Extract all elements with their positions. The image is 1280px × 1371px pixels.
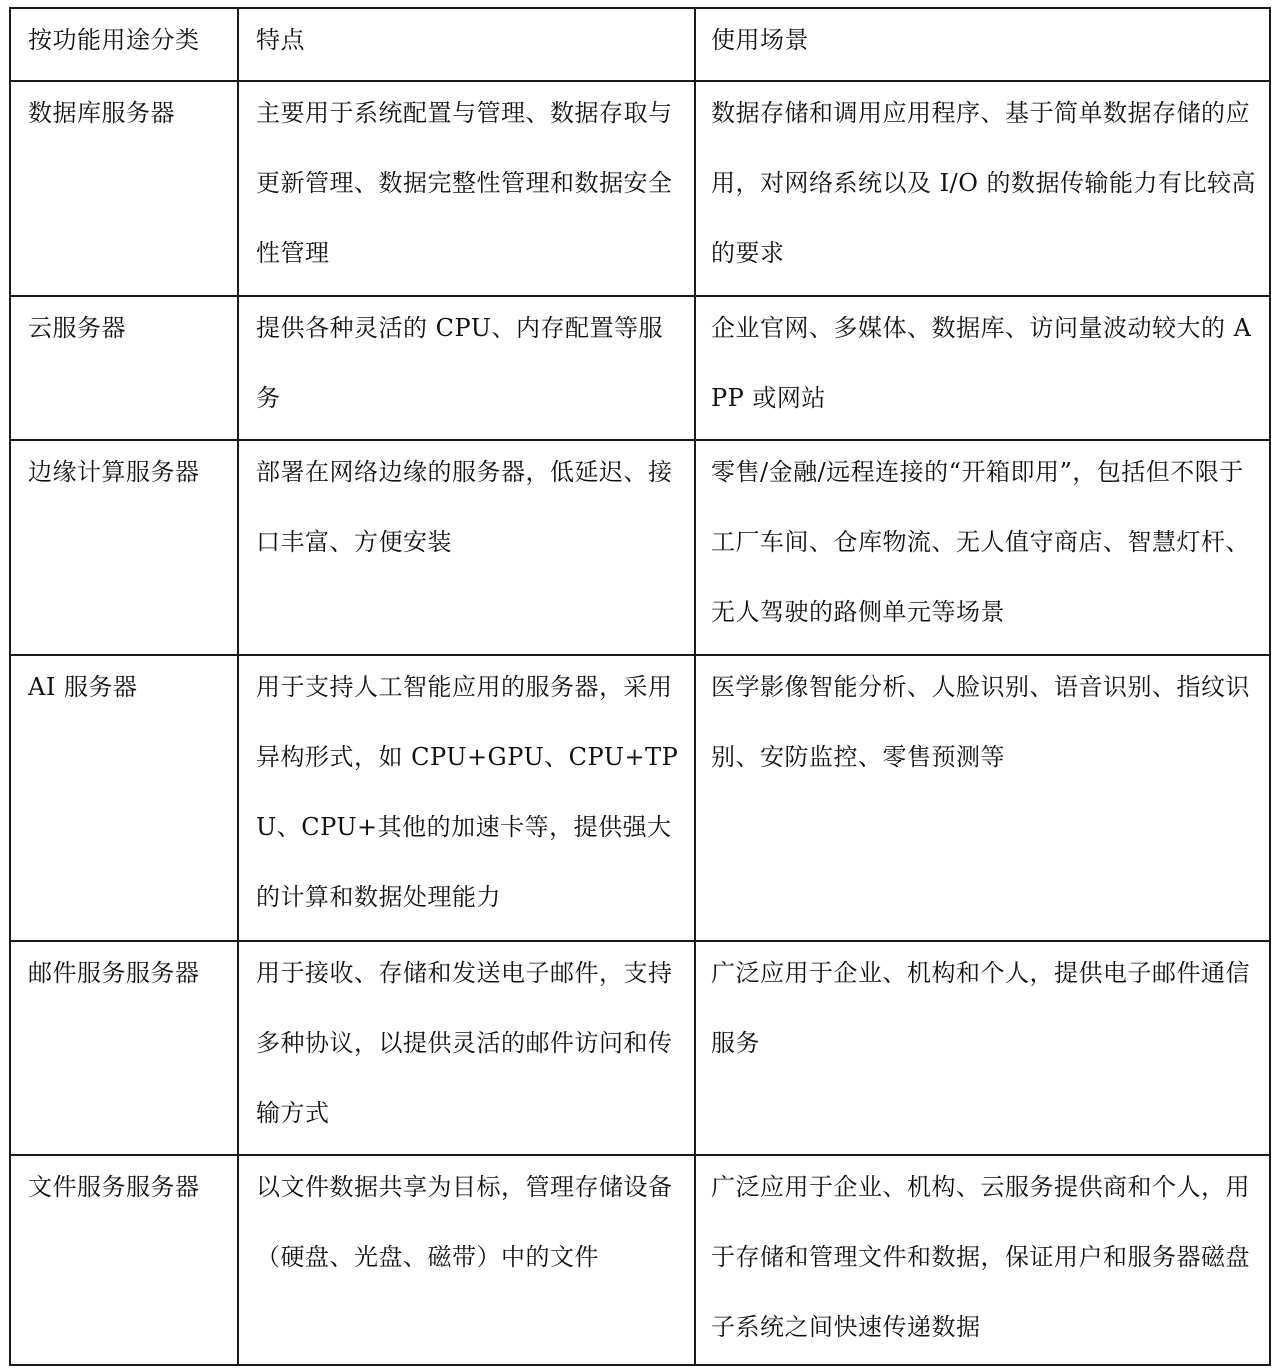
header-cell-scenarios: 使用场景 <box>695 8 1270 81</box>
header-cell-category: 按功能用途分类 <box>10 8 238 81</box>
category-cell: AI 服务器 <box>10 655 238 941</box>
table-row <box>10 655 1270 941</box>
features-cell: 部署在网络边缘的服务器，低延迟、接口丰富、方便安装 <box>238 440 695 655</box>
scenarios-cell: 医学影像智能分析、人脸识别、语音识别、指纹识别、安防监控、零售预测等 <box>695 655 1270 941</box>
table-row <box>10 296 1270 440</box>
category-cell: 邮件服务服务器 <box>10 941 238 1155</box>
features-cell: 用于支持人工智能应用的服务器，采用异构形式，如 CPU+GPU、CPU+TPU、CPU+其他的加速卡等，提供强大的计算和数据处理能力 <box>238 655 695 941</box>
features-cell: 主要用于系统配置与管理、数据存取与更新管理、数据完整性管理和数据安全性管理 <box>238 81 695 296</box>
features-cell: 用于接收、存储和发送电子邮件，支持多种协议，以提供灵活的邮件访问和传输方式 <box>238 941 695 1155</box>
table-row <box>10 941 1270 1155</box>
scenarios-cell: 广泛应用于企业、机构、云服务提供商和个人，用于存储和管理文件和数据，保证用户和服务器磁盘子系统之间快速传递数据 <box>695 1155 1270 1365</box>
scenarios-cell: 企业官网、多媒体、数据库、访问量波动较大的 APP 或网站 <box>695 296 1270 440</box>
features-cell: 以文件数据共享为目标，管理存储设备（硬盘、光盘、磁带）中的文件 <box>238 1155 695 1365</box>
scenarios-cell: 零售/金融/远程连接的“开箱即用”，包括但不限于工厂车间、仓库物流、无人值守商店、智慧灯杆、无人驾驶的路侧单元等场景 <box>695 440 1270 655</box>
category-cell: 数据库服务器 <box>10 81 238 296</box>
table-row <box>10 81 1270 296</box>
scenarios-cell: 广泛应用于企业、机构和个人，提供电子邮件通信服务 <box>695 941 1270 1155</box>
header-cell-features: 特点 <box>238 8 695 81</box>
category-cell: 文件服务服务器 <box>10 1155 238 1365</box>
scenarios-cell: 数据存储和调用应用程序、基于简单数据存储的应用，对网络系统以及 I/O 的数据传输能力有比较高的要求 <box>695 81 1270 296</box>
features-cell: 提供各种灵活的 CPU、内存配置等服务 <box>238 296 695 440</box>
table-row <box>10 1155 1270 1365</box>
category-cell: 云服务器 <box>10 296 238 440</box>
table-header-row <box>10 8 1270 81</box>
server-classification-table <box>9 7 1271 1366</box>
category-cell: 边缘计算服务器 <box>10 440 238 655</box>
table-row <box>10 440 1270 655</box>
